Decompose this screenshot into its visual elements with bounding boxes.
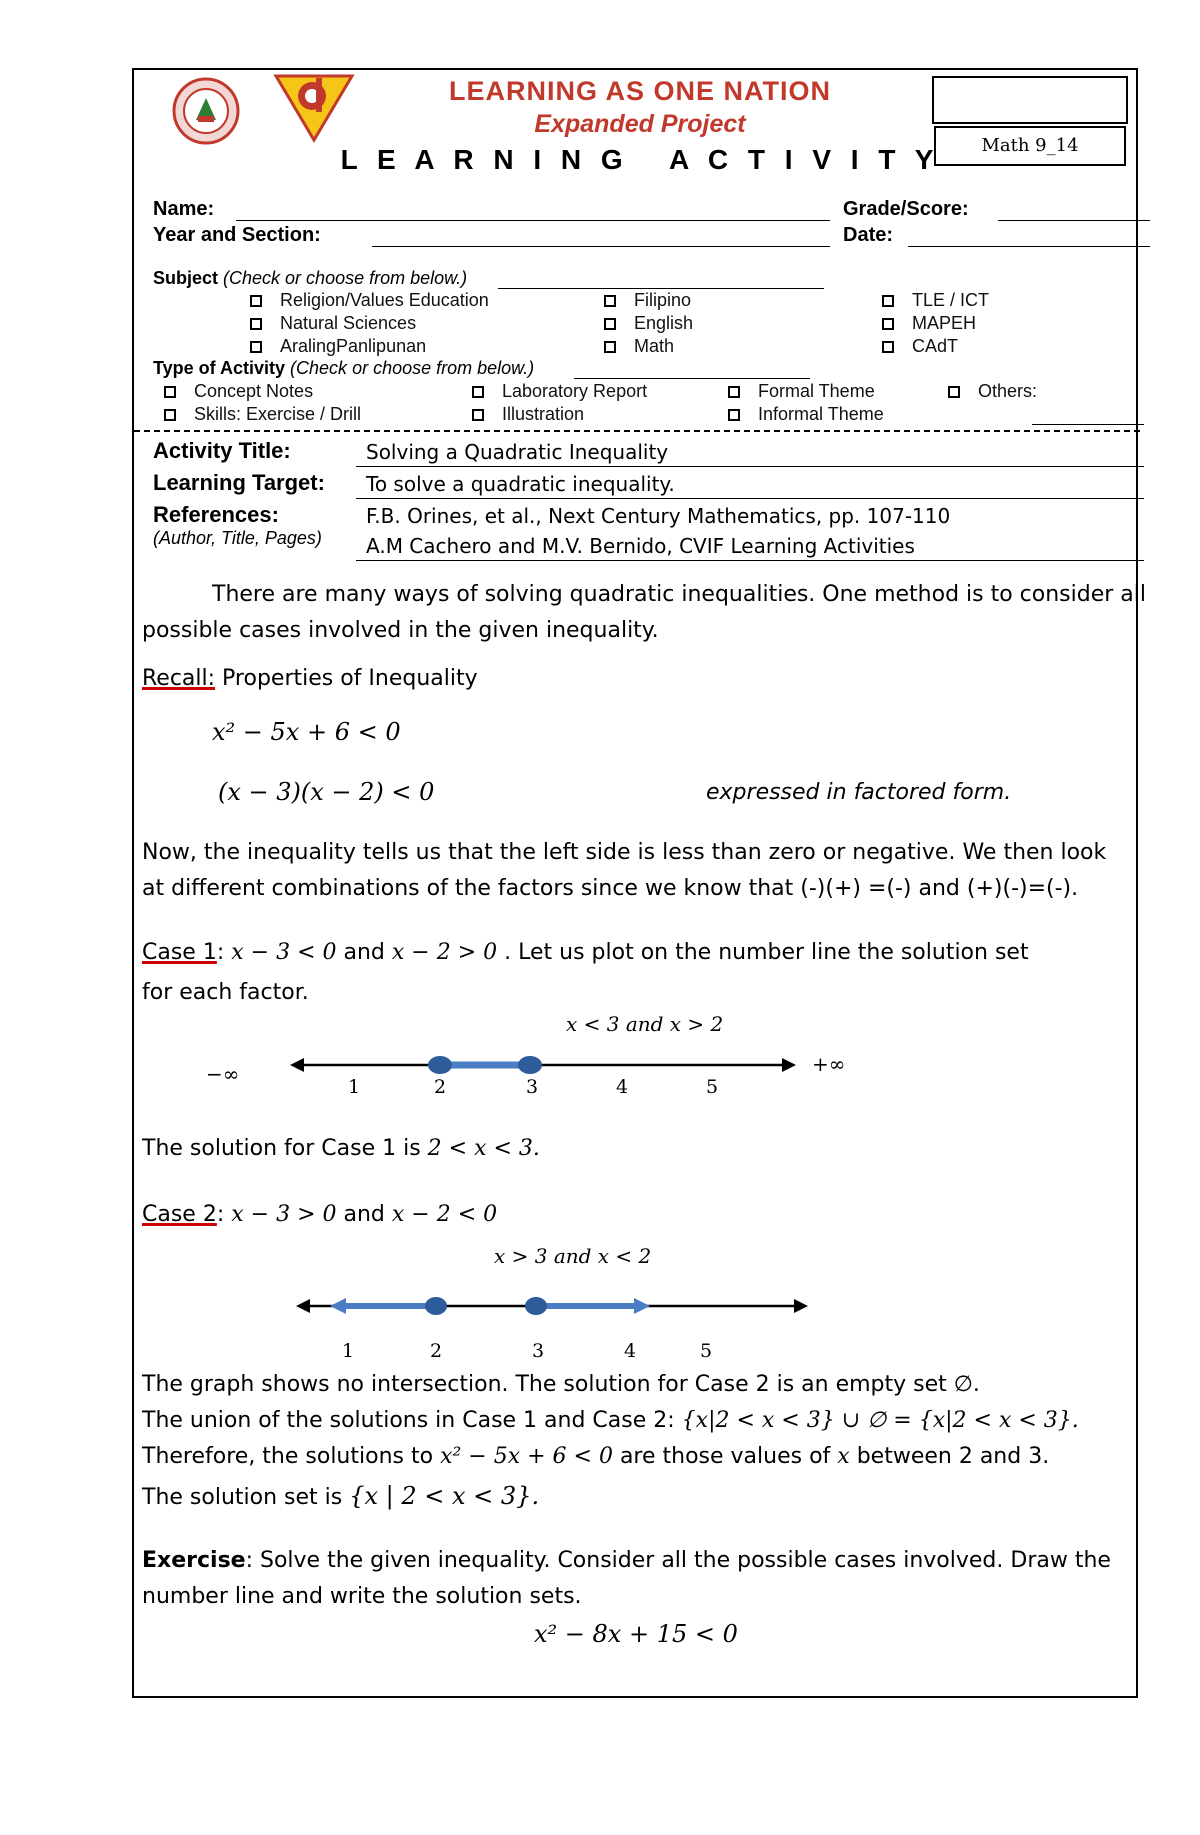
grade-field[interactable] <box>998 220 1150 221</box>
section-divider <box>134 430 1140 432</box>
code-box <box>934 126 1126 166</box>
tick-label: 2 <box>430 1340 443 1362</box>
union-line: The union of the solutions in Case 1 and Case 2: {x|2 < x < 3} ∪ ∅ = {x|2 < x < 3}. <box>142 1408 1079 1433</box>
case2-graph-label: x > 3 and x < 2 <box>494 1244 652 1268</box>
point-2 <box>428 1056 452 1074</box>
type-underline <box>574 378 810 379</box>
neg-infinity-label: −∞ <box>206 1062 240 1086</box>
left-ray-arrow-icon <box>330 1298 346 1314</box>
left-arrow-icon <box>290 1058 304 1072</box>
reference-1: F.B. Orines, et al., Next Century Mathematics, pp. 107-110 <box>366 504 951 528</box>
tick-label: 1 <box>342 1340 355 1362</box>
checkbox[interactable] <box>728 386 740 398</box>
right-arrow-icon <box>782 1058 796 1072</box>
exercise-label: Exercise <box>142 1548 246 1573</box>
checkbox[interactable] <box>250 318 262 330</box>
case1-condition-2: x − 2 > 0 <box>391 940 498 965</box>
right-arrow-icon <box>794 1299 808 1313</box>
subject-natural-sciences[interactable]: Natural Sciences <box>250 313 416 334</box>
case1-label: Case 1 <box>142 940 217 965</box>
tick-label: 3 <box>526 1076 539 1098</box>
references-label: References: <box>153 502 279 527</box>
references-underline <box>356 560 1144 561</box>
now-line-1: Now, the inequality tells us that the left side is less than zero or negative. We then look <box>142 840 1107 865</box>
checkbox[interactable] <box>882 341 894 353</box>
subject-tle-ict[interactable]: TLE / ICT <box>882 290 989 311</box>
equation-2: (x − 3)(x − 2) < 0 <box>218 778 435 806</box>
checkbox[interactable] <box>882 318 894 330</box>
type-label: Type of Activity <box>153 358 286 378</box>
case1-line: Case 1: x − 3 < 0 and x − 2 > 0 . Let us plot on the number line the solution set <box>142 940 1029 965</box>
solution-set-line: The solution set is {x | 2 < x < 3}. <box>142 1482 540 1510</box>
subject-cadt[interactable]: CAdT <box>882 336 958 357</box>
intro-line-2: possible cases involved in the given inequality. <box>142 618 659 643</box>
now-line-2: at different combinations of the factors since we know that (-)(+) =(-) and (+)(-)=(-). <box>142 876 1079 901</box>
tick-label: 4 <box>624 1340 637 1362</box>
point-3 <box>525 1297 547 1315</box>
recall-text: Properties of Inequality <box>215 666 478 691</box>
factored-note: expressed in factored form. <box>706 780 1012 805</box>
left-arrow-icon <box>296 1299 310 1313</box>
subject-araling-panlipunan[interactable]: AralingPanlipunan <box>250 336 426 357</box>
case1-graph-label: x < 3 and x > 2 <box>566 1012 724 1036</box>
type-formal-theme[interactable]: Formal Theme <box>728 381 875 402</box>
checkbox[interactable] <box>604 341 616 353</box>
recall-label: Recall: <box>142 666 216 691</box>
case2-condition-1: x − 3 > 0 <box>231 1202 337 1227</box>
point-3 <box>518 1056 542 1074</box>
name-label: Name: <box>153 198 215 220</box>
checkbox[interactable] <box>472 409 484 421</box>
checkbox[interactable] <box>472 386 484 398</box>
case2-label: Case 2 <box>142 1202 217 1227</box>
grade-label: Grade/Score: <box>843 198 969 220</box>
activity-title-value: Solving a Quadratic Inequality <box>366 440 669 464</box>
reference-2: A.M Cachero and M.V. Bernido, CVIF Learning Activities <box>366 534 915 558</box>
activity-code: Math 9_14 <box>981 135 1079 156</box>
equation-1: x² − 5x + 6 < 0 <box>212 718 401 746</box>
recall-line <box>142 666 478 691</box>
therefore-line: Therefore, the solutions to x² − 5x + 6 < 0 are those values of x between 2 and 3. <box>142 1444 1050 1469</box>
case2-line: Case 2: x − 3 > 0 and x − 2 < 0 <box>142 1202 498 1227</box>
tick-label: 2 <box>434 1076 447 1098</box>
case1-line-2: for each factor. <box>142 980 309 1005</box>
checkbox[interactable] <box>250 295 262 307</box>
type-concept-notes[interactable]: Concept Notes <box>164 381 313 402</box>
learning-target-underline <box>356 498 1144 499</box>
name-field[interactable] <box>236 220 830 221</box>
checkbox[interactable] <box>164 386 176 398</box>
tick-label: 3 <box>532 1340 545 1362</box>
exercise-line-2: number line and write the solution sets. <box>142 1584 582 1609</box>
year-section-field[interactable] <box>372 246 830 247</box>
checkbox[interactable] <box>604 295 616 307</box>
checkbox[interactable] <box>728 409 740 421</box>
subject-filipino[interactable]: Filipino <box>604 290 691 311</box>
exercise-line-1: Exercise: Solve the given inequality. Consider all the possible cases involved. Draw the <box>142 1548 1111 1573</box>
subject-religion[interactable]: Religion/Values Education <box>250 290 489 311</box>
learning-target-value: To solve a quadratic inequality. <box>366 472 675 496</box>
date-field[interactable] <box>908 246 1150 247</box>
type-others[interactable]: Others: <box>948 381 1037 402</box>
type-illustration[interactable]: Illustration <box>472 404 584 425</box>
checkbox[interactable] <box>948 386 960 398</box>
year-section-label: Year and Section: <box>153 224 321 246</box>
checkbox[interactable] <box>604 318 616 330</box>
activity-title-label: Activity Title: <box>153 438 291 463</box>
subject-underline <box>498 288 824 289</box>
graph-no-intersection: The graph shows no intersection. The solution for Case 2 is an empty set ∅. <box>142 1372 980 1397</box>
learning-target-label: Learning Target: <box>153 470 325 495</box>
checkbox[interactable] <box>882 295 894 307</box>
type-heading <box>153 358 534 379</box>
intro-line-1: There are many ways of solving quadratic inequalities. One method is to consider all <box>212 582 1147 607</box>
subject-hint: (Check or choose from below.) <box>223 268 468 288</box>
exercise-equation: x² − 8x + 15 < 0 <box>534 1620 738 1648</box>
activity-title-underline <box>356 466 1144 467</box>
pos-infinity-label: +∞ <box>812 1052 846 1076</box>
type-laboratory-report[interactable]: Laboratory Report <box>472 381 647 402</box>
case1-condition-1: x − 3 < 0 <box>231 940 337 965</box>
date-label: Date: <box>843 224 894 246</box>
subject-mapeh[interactable]: MAPEH <box>882 313 976 334</box>
point-2 <box>425 1297 447 1315</box>
project-title: LEARNING AS ONE NATION <box>448 76 831 106</box>
code-box-top <box>932 76 1128 124</box>
case1-number-line <box>190 1040 870 1110</box>
checkbox[interactable] <box>250 341 262 353</box>
activity-heading: L E A R N I N G A C T I V I T Y <box>340 144 940 175</box>
tick-label: 5 <box>700 1340 713 1362</box>
references-hint: (Author, Title, Pages) <box>153 528 322 548</box>
subject-math[interactable]: Math <box>604 336 674 357</box>
type-hint: (Check or choose from below.) <box>290 358 535 378</box>
right-ray-arrow-icon <box>634 1298 650 1314</box>
subject-english[interactable]: English <box>604 313 693 334</box>
checkbox[interactable] <box>164 409 176 421</box>
case1-solution: The solution for Case 1 is 2 < x < 3. <box>142 1136 540 1161</box>
project-subtitle: Expanded Project <box>534 110 746 138</box>
case2-number-line <box>290 1286 820 1326</box>
others-field[interactable] <box>1032 424 1144 425</box>
type-skills[interactable]: Skills: Exercise / Drill <box>164 404 361 425</box>
subject-label: Subject <box>153 268 219 288</box>
type-informal-theme[interactable]: Informal Theme <box>728 404 884 425</box>
tick-label: 1 <box>348 1076 361 1098</box>
case2-condition-2: x − 2 < 0 <box>391 1202 498 1227</box>
tick-label: 4 <box>616 1076 629 1098</box>
subject-heading <box>153 268 467 289</box>
tick-label: 5 <box>706 1076 719 1098</box>
